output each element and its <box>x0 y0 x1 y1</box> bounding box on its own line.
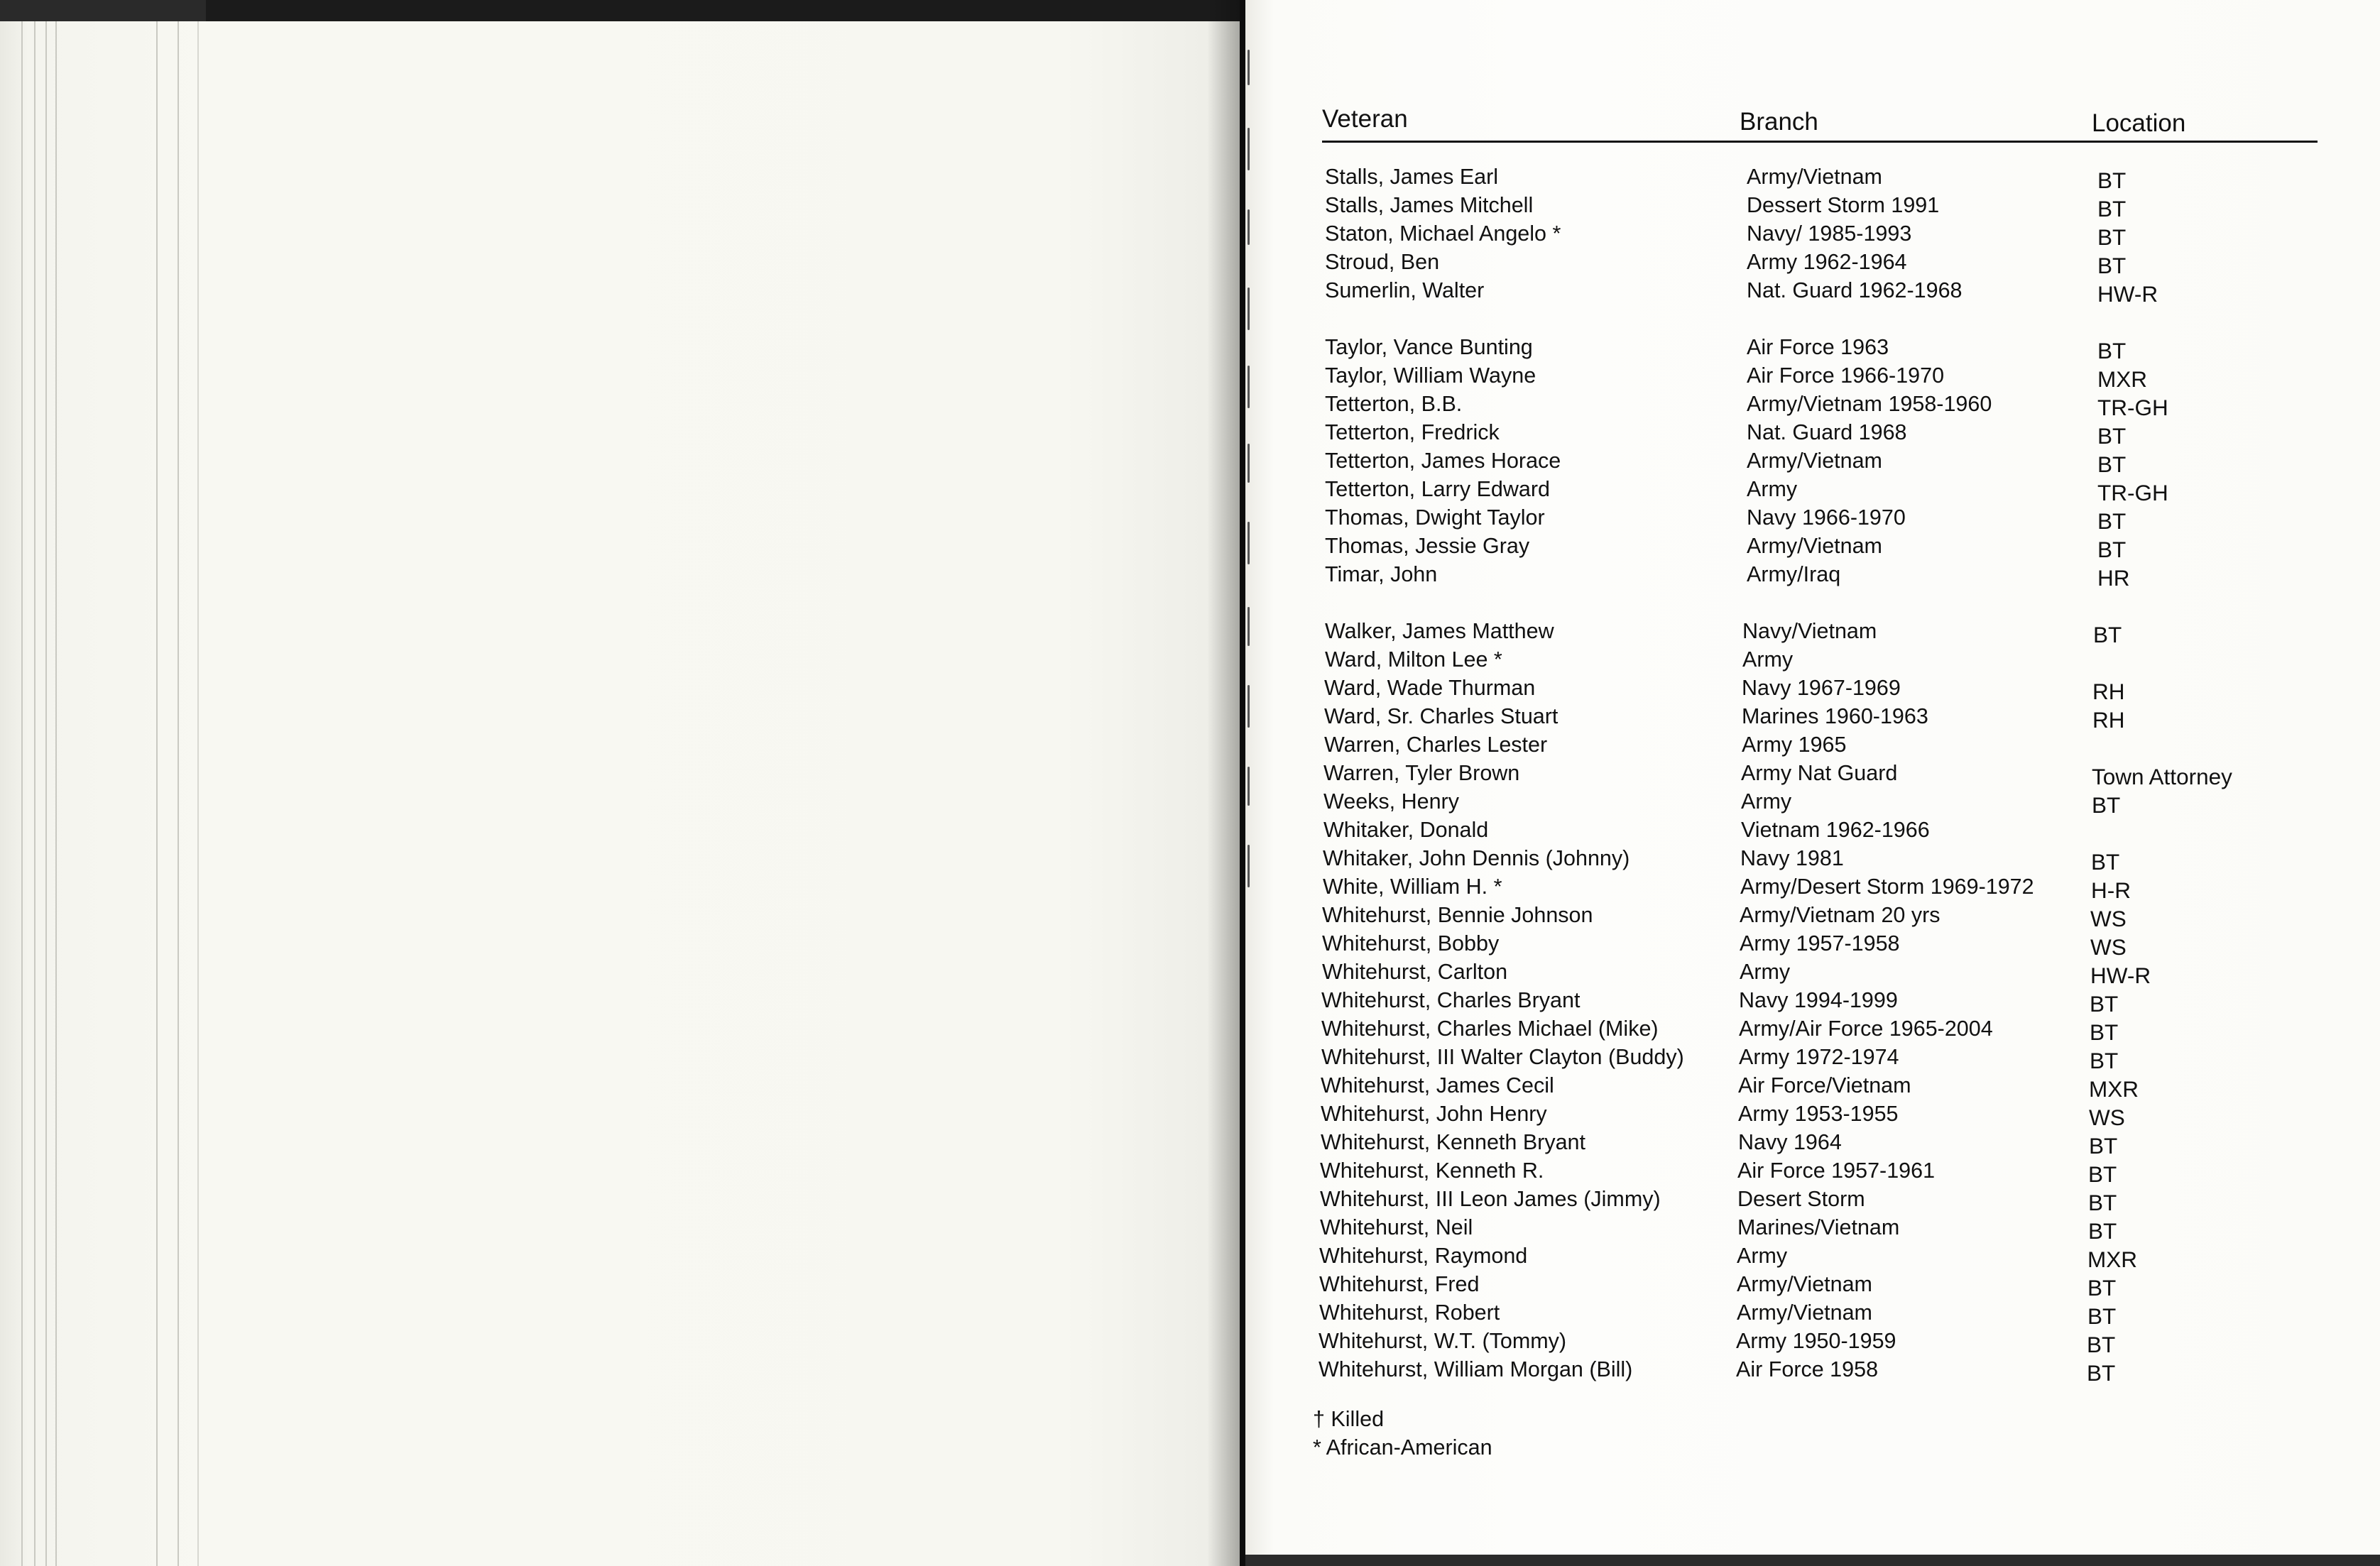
page-edge <box>55 21 57 1566</box>
branch-cell: Air Force 1966-1970 <box>1747 363 1945 388</box>
veteran-name: Whitehurst, Bennie Johnson <box>1322 903 1593 927</box>
branch-cell: Army <box>1737 1244 1788 1268</box>
branch-cell: Army 1972-1974 <box>1739 1045 1899 1069</box>
location-cell: Town Attorney <box>2092 764 2232 789</box>
veteran-name: Stroud, Ben <box>1325 250 1440 274</box>
branch-cell: Nat. Guard 1962-1968 <box>1747 278 1963 302</box>
location-cell: BT <box>2097 451 2127 477</box>
branch-cell: Army/Vietnam <box>1747 165 1882 189</box>
cover-edge <box>0 0 206 21</box>
legend-african-american: * African-American <box>1313 1435 1492 1460</box>
branch-cell: Marines 1960-1963 <box>1742 704 1928 728</box>
book-binding <box>1240 0 1245 1566</box>
show-through-text <box>270 85 909 1434</box>
veteran-name: Stalls, James Mitchell <box>1325 193 1534 217</box>
location-cell: BT <box>2097 508 2127 534</box>
location-cell: BT <box>2097 196 2127 221</box>
veteran-name: Weeks, Henry <box>1323 789 1459 814</box>
veteran-name: Whitehurst, Neil <box>1320 1215 1473 1239</box>
veteran-name: Sumerlin, Walter <box>1325 278 1485 302</box>
veteran-name: Whitaker, John Dennis (Johnny) <box>1323 846 1630 870</box>
location-cell: BT <box>2097 168 2127 193</box>
branch-cell: Navy 1994-1999 <box>1739 988 1898 1012</box>
location-cell: BT <box>2092 792 2121 818</box>
branch-cell: Army <box>1740 960 1791 984</box>
location-cell: TR-GH <box>2097 395 2168 420</box>
branch-cell: Army 1950-1959 <box>1736 1329 1896 1353</box>
location-cell: BT <box>2088 1161 2117 1187</box>
page-edge <box>156 21 158 1566</box>
branch-cell: Army <box>1742 647 1794 672</box>
branch-cell: Army 1962-1964 <box>1747 250 1907 274</box>
branch-cell: Army <box>1741 789 1792 814</box>
branch-cell: Nat. Guard 1968 <box>1747 420 1907 444</box>
location-cell: BT <box>2087 1332 2116 1357</box>
veteran-name: Whitehurst, Robert <box>1319 1301 1500 1325</box>
table-header <box>1322 101 2318 143</box>
branch-cell: Navy 1966-1970 <box>1747 505 1906 530</box>
location-cell: HW-R <box>2097 281 2158 307</box>
veteran-name: Whitehurst, W.T. (Tommy) <box>1319 1329 1567 1353</box>
location-cell: BT <box>2087 1360 2116 1386</box>
header-location: Location <box>2092 109 2186 137</box>
branch-cell: Desert Storm <box>1737 1187 1865 1211</box>
veteran-name: Tetterton, B.B. <box>1325 392 1463 416</box>
veteran-name: Tetterton, James Horace <box>1325 449 1561 473</box>
location-cell: MXR <box>2097 366 2147 392</box>
location-cell: TR-GH <box>2097 480 2168 505</box>
page-edge <box>34 21 36 1566</box>
veteran-name: Warren, Charles Lester <box>1324 733 1548 757</box>
page-edge <box>45 21 47 1566</box>
veteran-name: Whitehurst, Charles Bryant <box>1321 988 1581 1012</box>
branch-cell: Air Force 1963 <box>1747 335 1889 359</box>
branch-cell: Navy/Vietnam <box>1742 619 1877 643</box>
page-bottom-edge <box>1245 1555 2380 1566</box>
left-page <box>0 21 1240 1566</box>
branch-cell: Navy 1967-1969 <box>1742 676 1901 700</box>
branch-cell: Vietnam 1962-1966 <box>1741 818 1930 842</box>
location-cell: MXR <box>2087 1247 2137 1272</box>
location-cell: BT <box>2090 1019 2119 1045</box>
veteran-name: Whitehurst, Bobby <box>1322 931 1500 956</box>
location-cell: MXR <box>2089 1076 2139 1102</box>
branch-cell: Marines/Vietnam <box>1737 1215 1900 1239</box>
veteran-name: Thomas, Dwight Taylor <box>1325 505 1545 530</box>
branch-cell: Navy 1964 <box>1738 1130 1842 1154</box>
veteran-name: Ward, Milton Lee * <box>1325 647 1502 672</box>
header-branch: Branch <box>1740 108 1818 136</box>
veteran-name: Whitehurst, Charles Michael (Mike) <box>1321 1017 1659 1041</box>
location-cell: BT <box>2088 1190 2117 1215</box>
branch-cell: Army/Vietnam <box>1737 1272 1872 1296</box>
branch-cell: Dessert Storm 1991 <box>1747 193 1940 217</box>
location-cell: BT <box>2097 423 2127 449</box>
branch-cell: Army/Vietnam <box>1747 449 1882 473</box>
veteran-name: Whitehurst, III Walter Clayton (Buddy) <box>1321 1045 1684 1069</box>
location-cell: BT <box>2097 537 2127 562</box>
location-cell: WS <box>2090 906 2127 931</box>
location-cell: BT <box>2088 1218 2117 1244</box>
veteran-name: White, William H. * <box>1323 875 1502 899</box>
location-cell: BT <box>2091 849 2120 875</box>
location-cell: BT <box>2097 253 2127 278</box>
page-edge <box>197 21 199 1566</box>
branch-cell: Army/Air Force 1965-2004 <box>1739 1017 1993 1041</box>
branch-cell: Army/Desert Storm 1969-1972 <box>1740 875 2034 899</box>
location-cell: BT <box>2090 1048 2119 1073</box>
branch-cell: Army 1957-1958 <box>1740 931 1900 956</box>
veteran-name: Whitehurst, Fred <box>1319 1272 1480 1296</box>
veteran-name: Thomas, Jessie Gray <box>1325 534 1530 558</box>
veteran-name: Ward, Wade Thurman <box>1324 676 1536 700</box>
branch-cell: Air Force 1958 <box>1736 1357 1879 1381</box>
veteran-name: Walker, James Matthew <box>1325 619 1554 643</box>
veteran-name: Warren, Tyler Brown <box>1323 761 1520 785</box>
veteran-name: Whitehurst, Carlton <box>1322 960 1508 984</box>
veteran-name: Whitehurst, John Henry <box>1321 1102 1547 1126</box>
location-cell: BT <box>2097 224 2127 250</box>
veteran-name: Staton, Michael Angelo * <box>1325 221 1561 246</box>
page-edge <box>21 21 23 1566</box>
veteran-name: Whitehurst, Kenneth R. <box>1320 1159 1544 1183</box>
veteran-name: Whitehurst, William Morgan (Bill) <box>1319 1357 1633 1381</box>
location-cell: BT <box>2093 622 2122 647</box>
branch-cell: Army/Vietnam <box>1737 1301 1872 1325</box>
veteran-name: Tetterton, Fredrick <box>1325 420 1500 444</box>
branch-cell: Army/Vietnam <box>1747 534 1882 558</box>
location-cell: HW-R <box>2090 963 2151 988</box>
veteran-name: Taylor, William Wayne <box>1325 363 1536 388</box>
legend-killed: † Killed <box>1313 1407 1385 1431</box>
branch-cell: Army/Vietnam 1958-1960 <box>1747 392 1992 416</box>
location-cell: BT <box>2097 338 2127 363</box>
location-cell: WS <box>2090 934 2127 960</box>
veteran-name: Whitehurst, III Leon James (Jimmy) <box>1320 1187 1661 1211</box>
location-cell: RH <box>2092 707 2125 733</box>
branch-cell: Army/Iraq <box>1747 562 1841 586</box>
location-cell: BT <box>2087 1303 2117 1329</box>
page-edge <box>178 21 179 1566</box>
branch-cell: Air Force 1957-1961 <box>1737 1159 1936 1183</box>
veteran-name: Ward, Sr. Charles Stuart <box>1324 704 1559 728</box>
header-veteran: Veteran <box>1322 105 1408 133</box>
branch-cell: Air Force/Vietnam <box>1738 1073 1911 1097</box>
veteran-name: Whitehurst, James Cecil <box>1321 1073 1554 1097</box>
right-page <box>1245 0 2380 1555</box>
location-cell: BT <box>2090 991 2119 1017</box>
location-cell: BT <box>2089 1133 2118 1159</box>
location-cell: HR <box>2097 565 2130 591</box>
branch-cell: Army 1965 <box>1742 733 1847 757</box>
veteran-name: Timar, John <box>1325 562 1438 586</box>
location-cell: BT <box>2087 1275 2117 1301</box>
veteran-name: Taylor, Vance Bunting <box>1325 335 1533 359</box>
veteran-name: Whitaker, Donald <box>1323 818 1489 842</box>
branch-cell: Army 1953-1955 <box>1738 1102 1899 1126</box>
location-cell: WS <box>2089 1105 2125 1130</box>
branch-cell: Navy/ 1985-1993 <box>1747 221 1912 246</box>
branch-cell: Army/Vietnam 20 yrs <box>1740 903 1940 927</box>
location-cell: H-R <box>2091 877 2131 903</box>
veteran-name: Stalls, James Earl <box>1325 165 1499 189</box>
veteran-name: Whitehurst, Kenneth Bryant <box>1321 1130 1585 1154</box>
veteran-name: Tetterton, Larry Edward <box>1325 477 1551 501</box>
location-cell: RH <box>2092 679 2125 704</box>
branch-cell: Army <box>1747 477 1798 501</box>
branch-cell: Navy 1981 <box>1740 846 1844 870</box>
veteran-name: Whitehurst, Raymond <box>1319 1244 1528 1268</box>
branch-cell: Army Nat Guard <box>1741 761 1898 785</box>
